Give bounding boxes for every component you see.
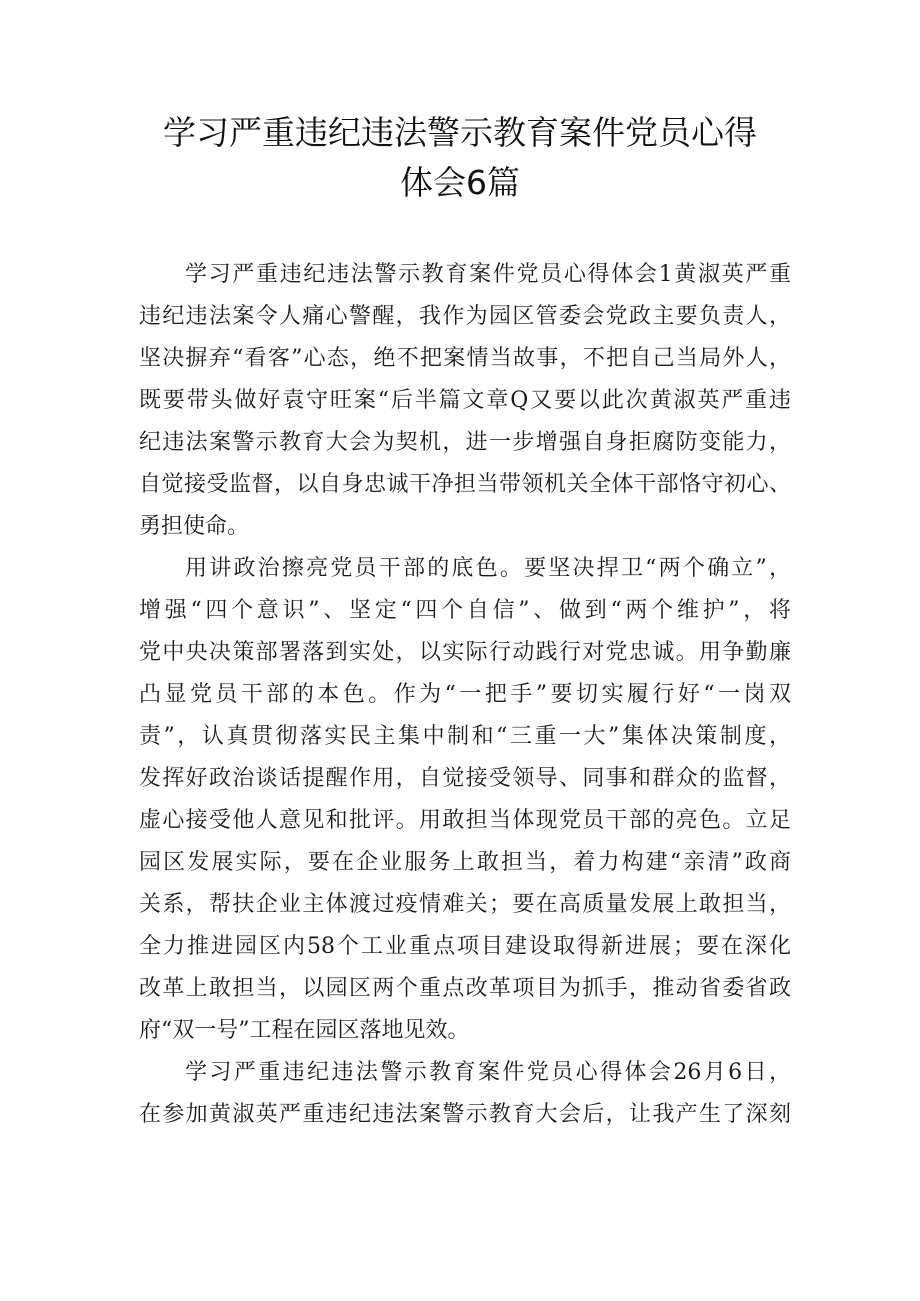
paragraph-line: 学习严重违纪违法警示教育案件党员心得体会26月6日，	[185, 1060, 791, 1085]
paragraph-line: 既要带头做好袁守旺案“后半篇文章Q又要以此次黄淑英严重违	[139, 388, 791, 413]
paragraph-line: 凸显党员干部的本色。作为“一把手”要切实履行好“一岗双	[139, 682, 791, 707]
paragraph-line: 府“双一号”工程在园区落地见效。	[139, 1018, 470, 1043]
paragraph-line: 虚心接受他人意见和批评。用敢担当体现党员干部的亮色。立足	[139, 808, 791, 833]
title-line: 体会6篇	[400, 163, 520, 202]
document-title	[100, 108, 820, 208]
paragraph-line: 勇担使命。	[139, 514, 250, 539]
paragraph-line: 纪违法案警示教育大会为契机，进一步增强自身拒腐防变能力，	[139, 430, 791, 455]
paragraph-line: 坚决摒弃“看客”心态，绝不把案情当故事，不把自己当局外人，	[139, 346, 791, 371]
paragraph-3	[139, 1052, 791, 1136]
paragraph-line: 在参加黄淑英严重违纪违法案警示教育大会后，让我产生了深刻	[139, 1102, 791, 1127]
paragraph-line: 全力推进园区内58个工业重点项目建设取得新进展；要在深化	[139, 934, 791, 959]
document-body	[139, 254, 791, 1136]
paragraph-line: 用讲政治擦亮党员干部的底色。要坚决捍卫“两个确立”，	[185, 556, 791, 581]
paragraph-line: 发挥好政治谈话提醒作用，自觉接受领导、同事和群众的监督，	[139, 766, 791, 791]
paragraph-line: 责”，认真贯彻落实民主集中制和“三重一大”集体决策制度，	[139, 724, 791, 749]
paragraph-line: 增强“四个意识”、坚定“四个自信”、做到“两个维护”，将	[139, 598, 791, 623]
paragraph-line: 党中央决策部署落到实处，以实际行动践行对党忠诚。用争勤廉	[139, 640, 791, 665]
paragraph-2	[139, 548, 791, 1052]
paragraph-line: 园区发展实际，要在企业服务上敢担当，着力构建“亲清”政商	[139, 850, 791, 875]
paragraph-line: 关系，帮扶企业主体渡过疫情难关；要在高质量发展上敢担当，	[139, 892, 791, 917]
paragraph-1	[139, 254, 791, 548]
paragraph-line: 改革上敢担当，以园区两个重点改革项目为抓手，推动省委省政	[139, 976, 791, 1001]
title-line: 学习严重违纪违法警示教育案件党员心得	[163, 113, 757, 152]
paragraph-line: 学习严重违纪违法警示教育案件党员心得体会1黄淑英严重	[185, 262, 791, 287]
paragraph-line: 违纪违法案令人痛心警醒，我作为园区管委会党政主要负责人，	[139, 304, 791, 329]
paragraph-line: 自觉接受监督，以自身忠诚干净担当带领机关全体干部恪守初心、	[139, 472, 791, 497]
